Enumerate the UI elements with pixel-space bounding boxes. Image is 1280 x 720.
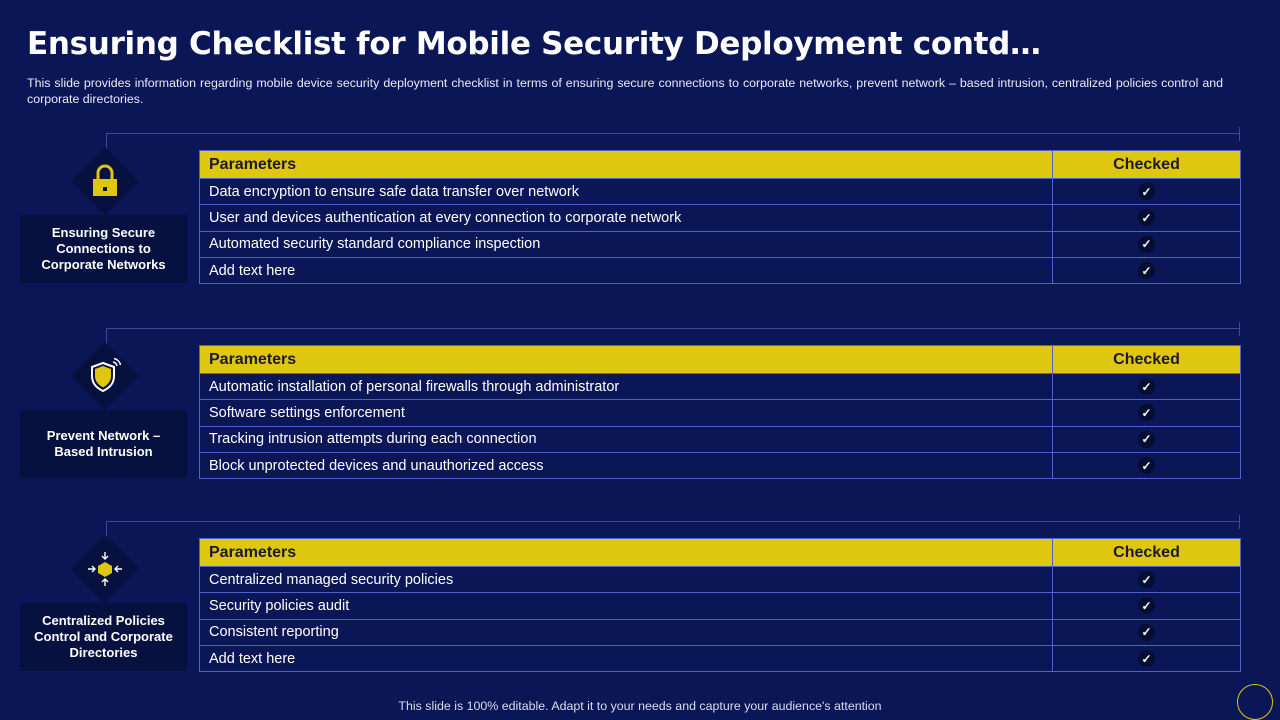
corner-circle-decoration (1237, 684, 1273, 720)
table-header-row (200, 151, 1241, 179)
parameter-cell: Centralized managed security policies (200, 567, 1053, 593)
parameter-cell: User and devices authentication at every connection to corporate network (200, 205, 1053, 231)
checkmark-icon: ✓ (1138, 650, 1155, 667)
section-secure-connections (0, 133, 1280, 323)
header-parameters: Parameters (200, 539, 1053, 567)
parameter-cell: Software settings enforcement (200, 400, 1053, 426)
table-row (200, 645, 1241, 671)
checkmark-icon: ✓ (1138, 209, 1155, 226)
table-row (200, 257, 1241, 283)
parameter-cell: Tracking intrusion attempts during each connection (200, 426, 1053, 452)
checkmark-icon: ✓ (1138, 236, 1155, 253)
section-prevent-intrusion (0, 328, 1280, 518)
checkmark-icon: ✓ (1138, 457, 1155, 474)
checkmark-icon: ✓ (1138, 183, 1155, 200)
centralized-arrows-icon (83, 547, 127, 591)
checkmark-icon: ✓ (1138, 404, 1155, 421)
checklist-table (199, 150, 1241, 284)
header-parameters: Parameters (200, 346, 1053, 374)
padlock-icon (83, 159, 127, 203)
slide-subtitle: This slide provides information regarding mobile device security deployment checklist in terms of ensuring secure connections to corporate networks, prevent network – based intrusion, centralized policies control and corporate directories. (27, 76, 1223, 106)
table-row (200, 567, 1241, 593)
section-label: Ensuring Secure Connections to Corporate Networks (20, 215, 187, 283)
table-row (200, 426, 1241, 452)
table-row (200, 593, 1241, 619)
parameter-cell: Data encryption to ensure safe data transfer over network (200, 179, 1053, 205)
section-centralized-policies (0, 521, 1280, 711)
checkmark-icon: ✓ (1138, 571, 1155, 588)
section-divider (106, 328, 1240, 329)
parameter-cell: Block unprotected devices and unauthorized access (200, 452, 1053, 478)
table-row (200, 400, 1241, 426)
footer-note: This slide is 100% editable. Adapt it to your needs and capture your audience's attention (398, 699, 882, 713)
table-row (200, 452, 1241, 478)
table-row (200, 374, 1241, 400)
table-row (200, 231, 1241, 257)
table-header-row (200, 539, 1241, 567)
checklist-table (199, 345, 1241, 479)
section-label: Prevent Network – Based Intrusion (20, 410, 187, 478)
table-row (200, 205, 1241, 231)
parameter-cell: Add text here (200, 645, 1053, 671)
section-label: Centralized Policies Control and Corporate Directories (20, 603, 187, 671)
header-checked: Checked (1053, 346, 1241, 374)
shield-wifi-icon (83, 354, 127, 398)
checkmark-icon: ✓ (1138, 378, 1155, 395)
checkmark-icon: ✓ (1138, 431, 1155, 448)
parameter-cell: Security policies audit (200, 593, 1053, 619)
parameter-cell: Automated security standard compliance inspection (200, 231, 1053, 257)
parameter-cell: Add text here (200, 257, 1053, 283)
header-checked: Checked (1053, 151, 1241, 179)
checklist-table (199, 538, 1241, 672)
header-parameters: Parameters (200, 151, 1053, 179)
checkmark-icon: ✓ (1138, 262, 1155, 279)
header-checked: Checked (1053, 539, 1241, 567)
checkmark-icon: ✓ (1138, 624, 1155, 641)
table-row (200, 179, 1241, 205)
table-header-row (200, 346, 1241, 374)
section-divider (106, 521, 1240, 522)
checkmark-icon: ✓ (1138, 597, 1155, 614)
slide-title: Ensuring Checklist for Mobile Security Deployment contd… (27, 26, 1041, 62)
section-divider (106, 133, 1240, 134)
parameter-cell: Consistent reporting (200, 619, 1053, 645)
table-row (200, 619, 1241, 645)
parameter-cell: Automatic installation of personal firewalls through administrator (200, 374, 1053, 400)
